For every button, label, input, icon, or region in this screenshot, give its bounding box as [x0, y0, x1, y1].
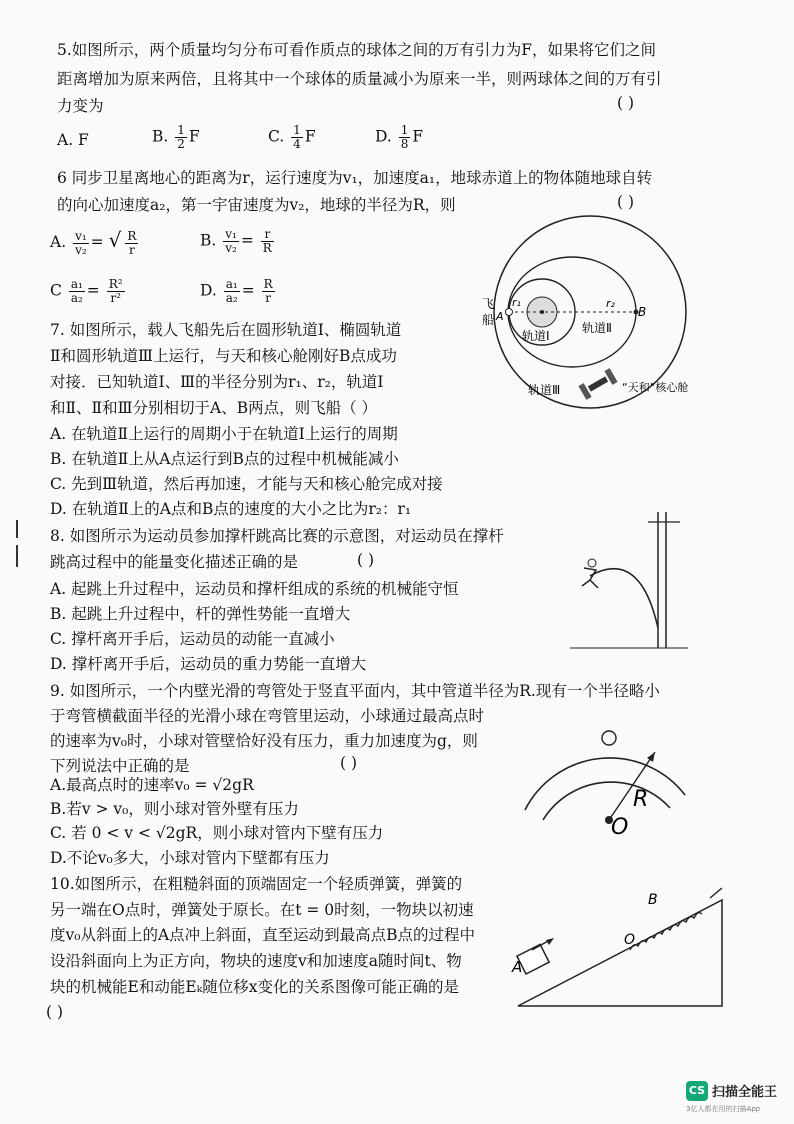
- q9-option-d: D.不论v₀多大，小球对管内下壁都有压力: [50, 849, 330, 867]
- svg-text:r₁: r₁: [512, 296, 521, 309]
- point-a-icon: [506, 309, 513, 316]
- svg-text:O: O: [624, 932, 636, 948]
- ball-icon: [602, 731, 616, 745]
- q10-line2: 另一端在O点时，弹簧处于原长。在t = 0时刻，一物块以初速: [50, 901, 474, 919]
- tube-outer-wall: [525, 758, 685, 810]
- scanner-tagline: 3亿人都在用的扫描App: [686, 1105, 761, 1113]
- option-label: C.: [268, 127, 285, 146]
- q7-option-a: A. 在轨道Ⅱ上运行的周期小于在轨道Ⅰ上运行的周期: [50, 425, 398, 443]
- svg-text:A: A: [512, 958, 523, 976]
- q6-line2: 的向心加速度a₂，第一宇宙速度为v₂，地球的半径为R，则: [57, 196, 456, 214]
- svg-text:“天和”核心舱: “天和”核心舱: [622, 381, 689, 394]
- q5-option-c: C. $\frac{1}{4}$ F: [268, 123, 316, 151]
- athlete-body-icon: [582, 568, 598, 588]
- svg-text:B: B: [638, 305, 647, 319]
- q5-line2: 距离增加为原来两倍，且将其中一个球体的质量减小为原来一半，则两球体之间的万有引: [57, 70, 662, 88]
- space-station-icon: [578, 368, 617, 400]
- q6-option-d: D. $\frac{\text{a₁}}{\text{a₂}}$ = $\frac{R}{r}$: [200, 277, 273, 305]
- q9-line2: 于弯管横截面半径的光滑小球在弯管里运动，小球通过最高点时: [50, 707, 485, 725]
- svg-text:轨道Ⅲ: 轨道Ⅲ: [528, 383, 561, 397]
- q7-line2: Ⅱ和圆形轨道Ⅲ上运行，与天和核心舱刚好B点成功: [50, 347, 397, 365]
- binding-mark: [16, 520, 18, 538]
- q7-option-c: C. 先到Ⅲ轨道，然后再加速，才能与天和核心舱完成对接: [50, 475, 443, 493]
- q7-option-b: B. 在轨道Ⅱ上从A点运行到B点的过程中机械能减小: [50, 450, 399, 468]
- scanner-name: 扫描全能王: [712, 1085, 778, 1100]
- q6-answer-paren: ( ): [617, 193, 635, 211]
- q6-option-a: A. $\frac{\text{v₁}}{\text{v₂}}$ = √ $\frac{R}{r}$: [50, 228, 137, 257]
- q8-option-d: D. 撑杆离开手后，运动员的重力势能一直增大: [50, 655, 367, 673]
- q8-line2: 跳高过程中的能量变化描述正确的是: [50, 553, 299, 571]
- q9-line4: 下列说法中正确的是: [50, 757, 190, 775]
- q5-option-d: D. $\frac{1}{8}$ F: [375, 123, 424, 151]
- q9-line3: 的速率为v₀时，小球对管壁恰好没有压力，重力加速度为g，则: [50, 732, 478, 750]
- spring-icon: [630, 913, 702, 950]
- q10-line3: 度v₀从斜面上的A点冲上斜面，直至运动到最高点B点的过程中: [50, 926, 476, 944]
- q9-option-c: C. 若 0 < v < √2gR，则小球对管内下壁有压力: [50, 824, 384, 842]
- q8-line1: 8. 如图所示为运动员参加撑杆跳高比赛的示意图，对运动员在撑杆: [50, 527, 504, 545]
- q5-option-b: B. $\frac{1}{2}$ F: [152, 123, 200, 151]
- pole-vault-diagram: [570, 508, 690, 653]
- svg-text:轨道Ⅱ: 轨道Ⅱ: [582, 321, 612, 335]
- q8-option-b: B. 起跳上升过程中，杆的弹性势能一直增大: [50, 605, 351, 623]
- q10-line5: 块的机械能E和动能Eₖ随位移x变化的关系图像可能正确的是: [50, 978, 460, 996]
- svg-text:O: O: [611, 815, 629, 840]
- q8-answer-paren: ( ): [357, 551, 375, 569]
- option-label: D.: [375, 127, 392, 146]
- scanner-logo-icon: CS: [686, 1081, 708, 1101]
- q9-option-b: B.若v > v₀，则小球对管外壁有压力: [50, 800, 299, 818]
- q10-answer-paren: ( ): [46, 1003, 64, 1021]
- q9-answer-paren: ( ): [340, 754, 358, 772]
- binding-mark: [16, 545, 18, 567]
- q6-option-c: C $\frac{\text{a₁}}{\text{a₂}}$ = $\frac{\text{R²}}{\text{r²}}$: [50, 277, 123, 305]
- svg-text:A: A: [496, 310, 504, 323]
- q6-option-b: B. $\frac{\text{v₁}}{\text{v₂}}$ = $\frac{r}{R}$: [200, 227, 272, 255]
- q7-line3: 对接．已知轨道Ⅰ、Ⅲ的半径分别为r₁、r₂，轨道Ⅰ: [50, 373, 384, 391]
- pole-line: [590, 569, 658, 628]
- svg-text:R: R: [633, 787, 649, 812]
- orbit-diagram: [450, 210, 750, 410]
- svg-text:船: 船: [482, 313, 495, 327]
- q10-line1: 10.如图所示，在粗糙斜面的顶端固定一个轻质弹簧，弹簧的: [50, 875, 463, 893]
- incline-triangle: [518, 900, 722, 1006]
- q10-line4: 设沿斜面向上为正方向，物块的速度v和加速度a随时间t、物: [50, 952, 462, 970]
- svg-text:轨道Ⅰ: 轨道Ⅰ: [522, 329, 550, 343]
- q7-line4: 和Ⅱ、Ⅱ和Ⅲ分别相切于A、B两点，则飞船（ ）: [50, 399, 378, 417]
- q5-answer-paren: ( ): [617, 94, 635, 112]
- tube-inner-wall: [543, 782, 670, 820]
- q9-option-a: A.最高点时的速率v₀ = √2gR: [50, 776, 254, 794]
- q5-line1: 5.如图所示，两个质量均匀分布可看作质点的球体之间的万有引力为F，如果将它们之间: [57, 41, 657, 59]
- athlete-head-icon: [588, 559, 596, 567]
- q8-option-a: A. 起跳上升过程中，运动员和撑杆组成的系统的机械能守恒: [50, 580, 459, 598]
- option-label: B.: [152, 127, 169, 146]
- q8-option-c: C. 撑杆离开手后，运动员的动能一直减小: [50, 630, 335, 648]
- q6-line1: 6 同步卫星离地心的距离为r，运行速度为v₁，加速度a₁，地球赤道上的物体随地球自转: [57, 169, 653, 187]
- incline-spring-diagram: [510, 880, 730, 1012]
- q7-option-d: D. 在轨道Ⅱ上的A点和B点的速度的大小之比为r₂：r₁: [50, 500, 412, 518]
- q7-line1: 7. 如图所示，载人飞船先后在圆形轨道Ⅰ、椭圆轨道: [50, 321, 402, 339]
- fraction: $\frac{1}{4}$: [293, 123, 301, 151]
- fraction: $\frac{1}{2}$: [177, 123, 185, 151]
- scanner-watermark: [686, 1079, 786, 1115]
- svg-text:r₂: r₂: [606, 297, 615, 310]
- q5-option-a: A. F: [57, 131, 89, 149]
- fraction: $\frac{1}{8}$: [400, 123, 409, 151]
- bent-tube-diagram: [515, 720, 695, 840]
- q9-line1: 9. 如图所示，一个内壁光滑的弯管处于竖直平面内，其中管道半径为R.现有一个半径略小: [50, 682, 660, 700]
- svg-text:B: B: [648, 892, 658, 908]
- ship-label: 飞: [482, 297, 495, 311]
- q5-line3: 力变为: [57, 97, 104, 115]
